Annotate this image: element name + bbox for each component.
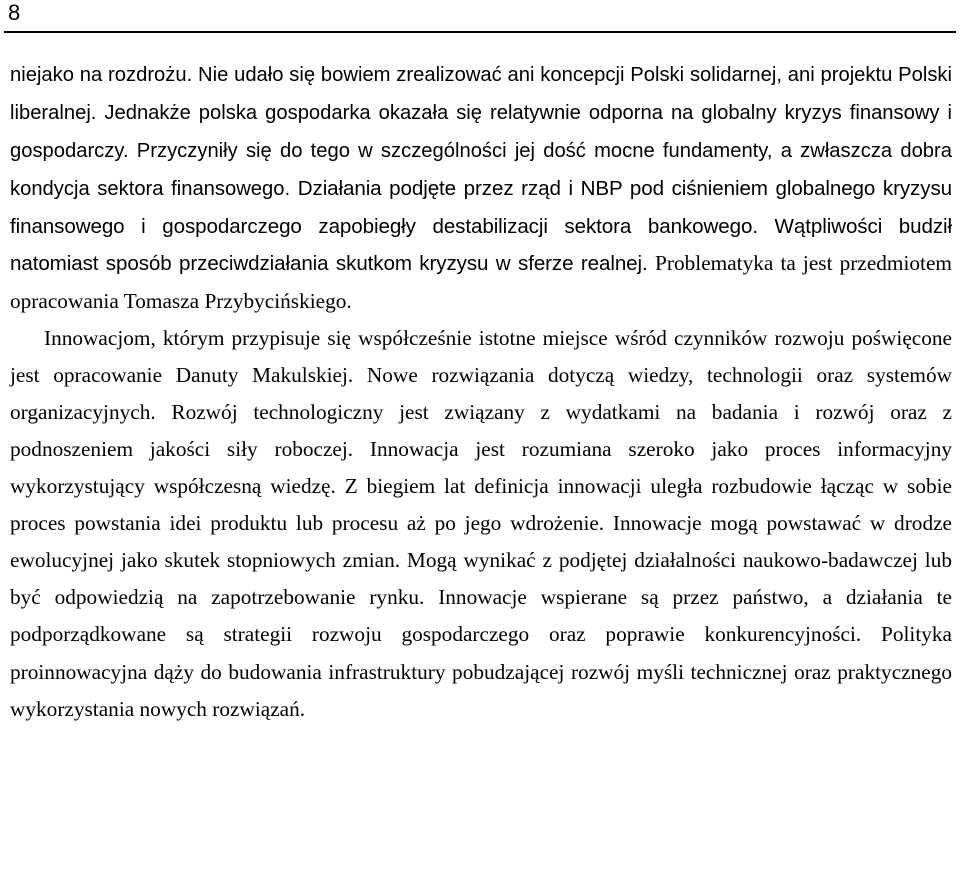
paragraph-1 xyxy=(10,56,952,320)
page-number: 8 xyxy=(8,0,21,25)
paragraph-2: Innowacjom, którym przypisuje się współcześnie istotne miejsce wśród czynników rozwoju poświęcone jest opracowanie Danuty Makulskiej. Nowe rozwiązania dotyczą wiedzy, technologii oraz systemów organizacyjnych. Rozwój technologiczny jest związany z wydatkami na badania i rozwój oraz z podnoszeniem jakości siły roboczej. Innowacja jest rozumiana szeroko jako proces informacyjny wykorzystujący współczesną wiedzę. Z biegiem lat definicja innowacji uległa rozbudowie łącząc w sobie proces powstania idei produktu lub procesu aż po jego wdrożenie. Innowacje mogą powstawać w drodze ewolucyjnej jako skutek stopniowych zmian. Mogą wynikać z podjętej działalności naukowo-badawczej lub być odpowiedzią na zapotrzebowanie rynku. Innowacje wspierane są przez państwo, a działania te podporządkowane są strategii rozwoju gospodarczego oraz poprawie konkurencyjności. Polityka proinnowacyjna dąży do budowania infrastruktury pobudzającej rozwój myśli technicznej oraz praktycznego wykorzystania nowych rozwiązań. xyxy=(10,325,952,721)
paragraph-1-segment-2: Działania podjęte przez rząd i NBP pod ciśnieniem globalnego kryzysu finansowego i gospodarczego zapobiegły destabilizacji sektora bankowego. Wątpliwości budził natomiast sposób przeciwdziałania skutkom kryzysu w sferze realnej. xyxy=(10,177,952,276)
paragraph-1-segment-3: Problematyka ta jest przedmiotem opracowania Tomasza Przybycińskiego. xyxy=(10,251,952,313)
body-text xyxy=(10,56,952,728)
paragraph-1-segment-1: niejako na rozdrożu. Nie udało się bowiem zrealizować ani koncepcji Polski solidarnej, ani projektu Polski liberalnej. Jednakże polska gospodarka okazała się relatywnie odporna na globalny kryzys finansowy i gospodarczy. Przyczyniły się do tego w szczególności jej dość mocne fundamenty, a zwłaszcza dobra kondycja sektora finansowego. xyxy=(10,64,952,201)
header-rule xyxy=(4,31,956,33)
